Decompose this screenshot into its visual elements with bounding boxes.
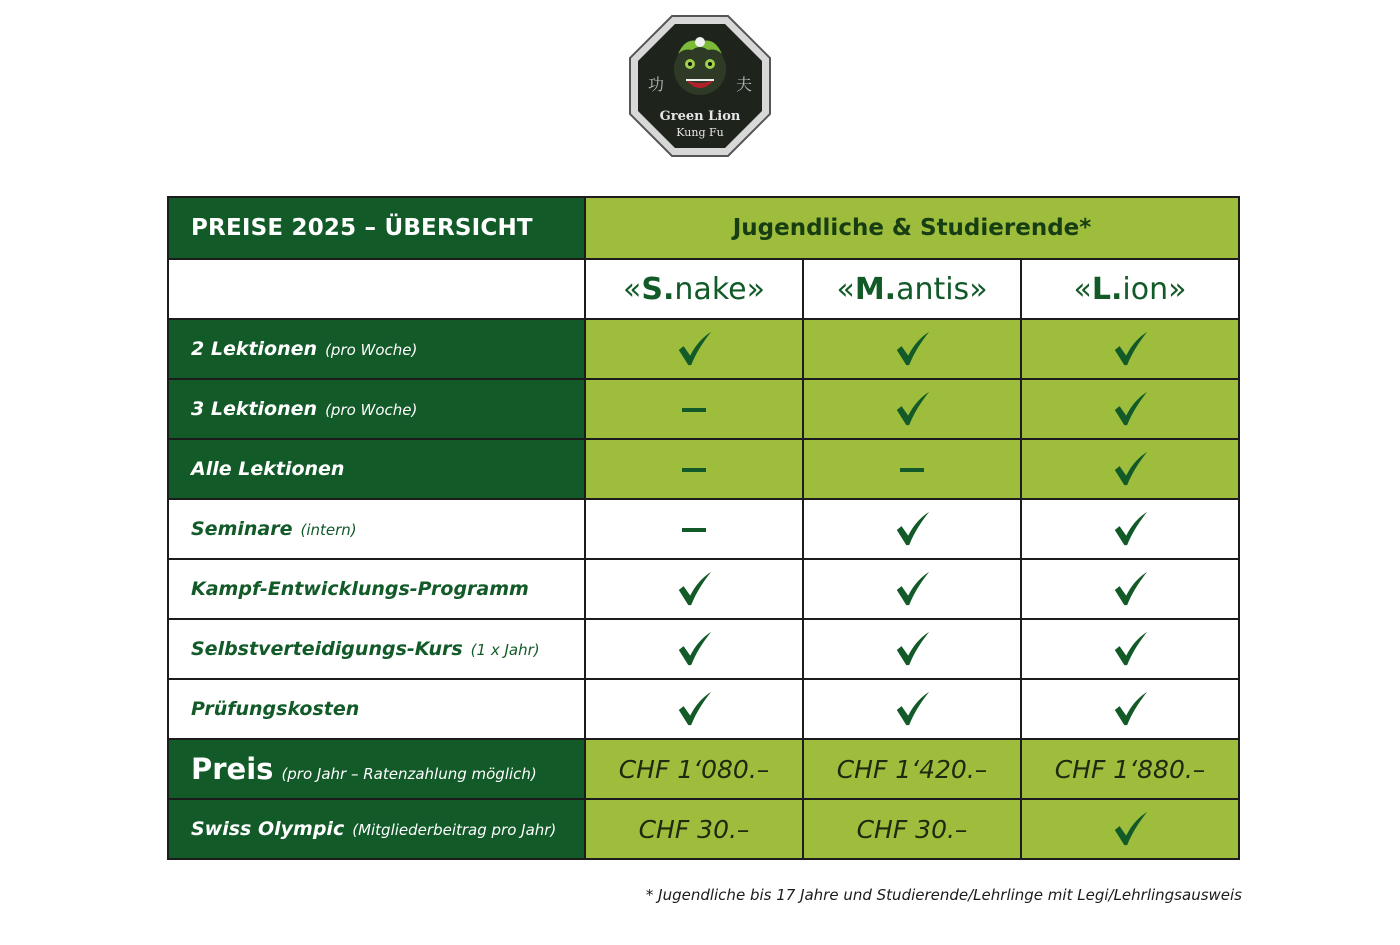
plan-snake: «S.nake» xyxy=(585,259,803,319)
table-row xyxy=(168,499,1239,559)
row-label: Seminare (intern) xyxy=(168,499,585,559)
checkmark-icon xyxy=(1111,570,1149,608)
checkmark-icon xyxy=(893,330,931,368)
table-row xyxy=(168,559,1239,619)
footnote: * Jugendliche bis 17 Jahre und Studierende/Lehrlinge mit Legi/Lehrlingsausweis xyxy=(645,886,1242,904)
row-label: Kampf-Entwicklungs-Programm xyxy=(168,559,585,619)
plan-names-row xyxy=(168,259,1239,319)
check-cell xyxy=(803,679,1021,739)
dash-icon xyxy=(682,407,706,413)
checkmark-icon xyxy=(675,630,713,668)
check-cell xyxy=(803,319,1021,379)
table-row xyxy=(168,319,1239,379)
checkmark-icon xyxy=(893,390,931,428)
check-cell xyxy=(585,319,803,379)
price-mantis: CHF 1‘420.– xyxy=(803,739,1021,799)
checkmark-icon xyxy=(893,630,931,668)
check-cell xyxy=(1021,619,1239,679)
row-label: Selbstverteidigungs-Kurs (1 x Jahr) xyxy=(168,619,585,679)
check-cell xyxy=(585,679,803,739)
checkmark-icon xyxy=(1111,690,1149,728)
check-cell xyxy=(1021,499,1239,559)
checkmark-icon xyxy=(1111,450,1149,488)
checkmark-icon xyxy=(893,570,931,608)
checkmark-icon xyxy=(893,690,931,728)
check-cell xyxy=(803,559,1021,619)
dash-icon xyxy=(900,467,924,473)
checkmark-icon xyxy=(675,570,713,608)
group-header: Jugendliche & Studierende* xyxy=(585,197,1239,259)
check-cell xyxy=(1021,679,1239,739)
price-snake: CHF 1‘080.– xyxy=(585,739,803,799)
check-cell xyxy=(803,379,1021,439)
checkmark-icon xyxy=(1111,510,1149,548)
row-label: 3 Lektionen (pro Woche) xyxy=(168,379,585,439)
row-label: Alle Lektionen xyxy=(168,439,585,499)
check-cell xyxy=(1021,439,1239,499)
checkmark-icon xyxy=(675,330,713,368)
check-cell xyxy=(585,559,803,619)
row-label: Prüfungskosten xyxy=(168,679,585,739)
table-row xyxy=(168,679,1239,739)
checkmark-icon xyxy=(675,690,713,728)
table-row xyxy=(168,619,1239,679)
row-label: Swiss Olympic (Mitgliederbeitrag pro Jahr) xyxy=(168,799,585,859)
dash-cell xyxy=(585,439,803,499)
check-cell xyxy=(803,619,1021,679)
check-cell xyxy=(1021,559,1239,619)
logo-line2: Kung Fu xyxy=(676,126,724,139)
checkmark-icon xyxy=(1111,390,1149,428)
table-row xyxy=(168,439,1239,499)
row-label: Preis (pro Jahr – Ratenzahlung möglich) xyxy=(168,739,585,799)
dash-cell xyxy=(585,499,803,559)
dash-cell xyxy=(585,379,803,439)
dash-icon xyxy=(682,527,706,533)
plan-mantis: «M.antis» xyxy=(803,259,1021,319)
checkmark-icon xyxy=(893,510,931,548)
empty-cell xyxy=(168,259,585,319)
dash-cell xyxy=(803,439,1021,499)
table-row xyxy=(168,379,1239,439)
fee-snake: CHF 30.– xyxy=(585,799,803,859)
fee-mantis: CHF 30.– xyxy=(803,799,1021,859)
pricing-table xyxy=(167,196,1240,860)
checkmark-icon xyxy=(1111,810,1149,848)
check-cell xyxy=(585,619,803,679)
header-row xyxy=(168,197,1239,259)
check-cell xyxy=(1021,379,1239,439)
check-cell xyxy=(1021,799,1239,859)
table-title: PREISE 2025 – ÜBERSICHT xyxy=(168,197,585,259)
check-cell xyxy=(1021,319,1239,379)
checkmark-icon xyxy=(1111,330,1149,368)
kung-glyph: 功 xyxy=(648,75,665,94)
green-lion-logo xyxy=(628,14,772,158)
fu-glyph: 夫 xyxy=(736,75,753,94)
dash-icon xyxy=(682,467,706,473)
check-cell xyxy=(803,499,1021,559)
checkmark-icon xyxy=(1111,630,1149,668)
row-label: 2 Lektionen (pro Woche) xyxy=(168,319,585,379)
swiss-olympic-row xyxy=(168,799,1239,859)
logo-line1: Green Lion xyxy=(659,109,741,124)
price-row xyxy=(168,739,1239,799)
plan-lion: «L.ion» xyxy=(1021,259,1239,319)
price-lion: CHF 1‘880.– xyxy=(1021,739,1239,799)
